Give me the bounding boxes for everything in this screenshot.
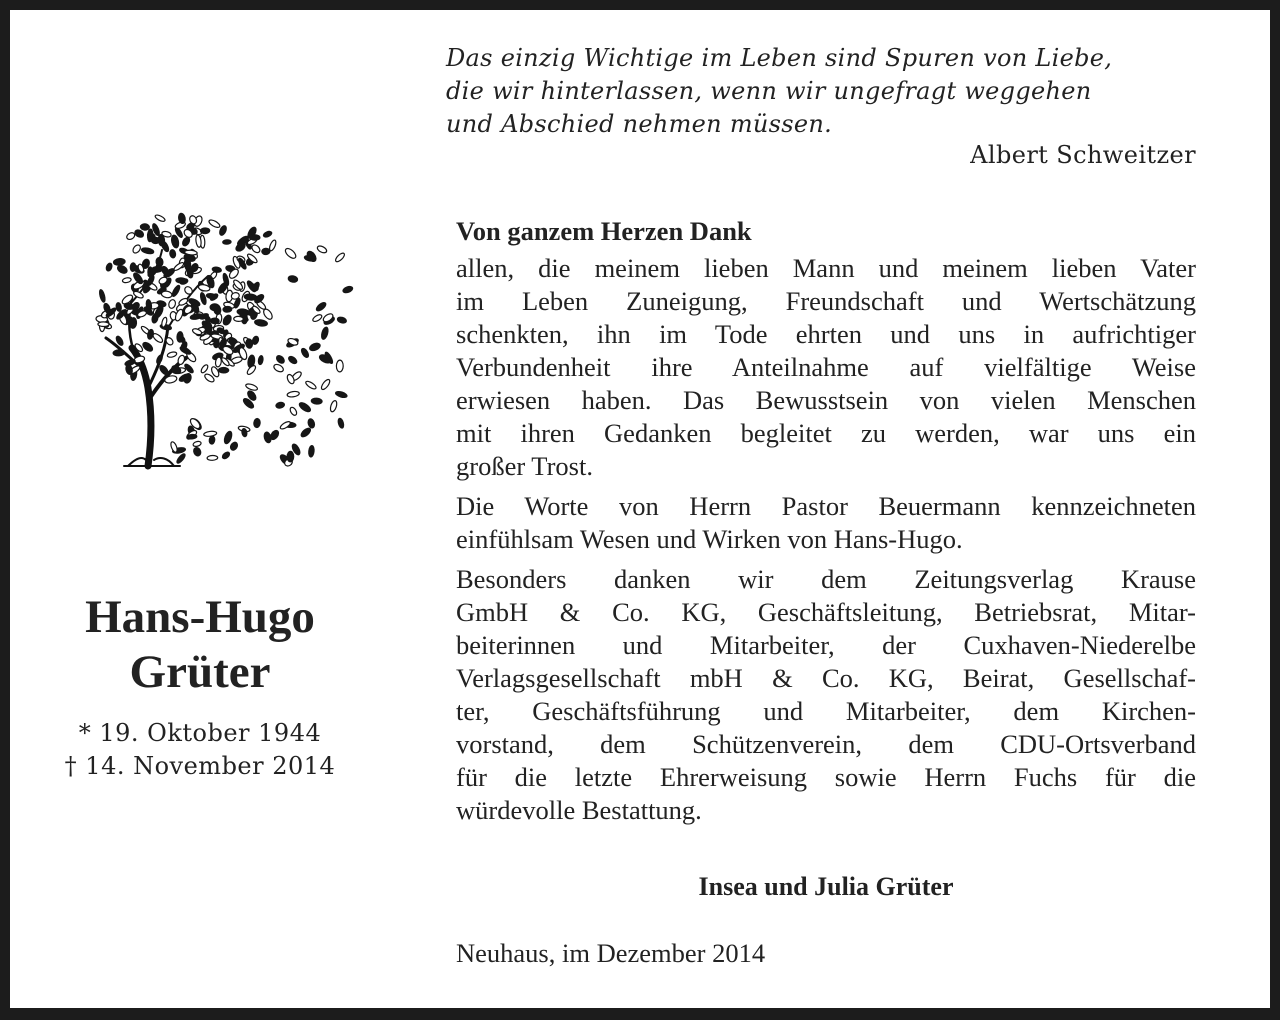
message-heading: Von ganzem Herzen Dank bbox=[456, 216, 752, 246]
message-paragraph bbox=[456, 563, 1196, 827]
deceased-first-name: Hans-Hugo bbox=[85, 591, 315, 643]
message-line: Verbundenheit ihre Anteilnahme auf vielfältige Weise bbox=[456, 352, 1196, 382]
deceased-name bbox=[30, 590, 370, 700]
quote-author: Albert Schweitzer bbox=[970, 141, 1196, 169]
message-line: einfühlsam Wesen und Wirken von Hans-Hugo. bbox=[456, 524, 963, 554]
quote-line: Das einzig Wichtige im Leben sind Spuren von Liebe, bbox=[446, 44, 1113, 72]
death-date: † 14. November 2014 bbox=[64, 752, 336, 780]
message-line: erwiesen haben. Das Bewusstsein von vielen Menschen bbox=[456, 385, 1196, 415]
thank-you-message bbox=[456, 215, 1196, 834]
message-line: beiterinnen und Mitarbeiter, der Cuxhaven-Niederelbe bbox=[456, 630, 1196, 660]
message-line: schenkten, ihn im Tode ehrten und uns in aufrichtiger bbox=[456, 319, 1196, 349]
message-line: allen, die meinem lieben Mann und meinem lieben Vater bbox=[456, 253, 1196, 283]
life-dates bbox=[30, 717, 370, 783]
message-line: ter, Geschäftsführung und Mitarbeiter, dem Kirchen- bbox=[456, 696, 1196, 726]
message-line: Verlagsgesellschaft mbH & Co. KG, Beirat, Gesellschaf- bbox=[456, 663, 1196, 693]
obituary-notice bbox=[10, 10, 1270, 1008]
birth-date: * 19. Oktober 1944 bbox=[78, 719, 322, 747]
message-line: mit ihren Gedanken begleitet zu werden, war uns ein bbox=[456, 418, 1196, 448]
quote-block bbox=[446, 42, 1196, 172]
place-date: Neuhaus, im Dezember 2014 bbox=[456, 938, 766, 968]
deceased-last-name: Grüter bbox=[129, 646, 271, 698]
message-paragraph bbox=[456, 252, 1196, 483]
message-line: im Leben Zuneigung, Freundschaft und Wertschätzung bbox=[456, 286, 1196, 316]
message-line: Die Worte von Herrn Pastor Beuermann kennzeichneten bbox=[456, 491, 1196, 521]
signature: Insea und Julia Grüter bbox=[698, 872, 954, 901]
message-line: würdevolle Bestattung. bbox=[456, 795, 702, 825]
quote-line: und Abschied nehmen müssen. bbox=[446, 110, 833, 138]
message-paragraph bbox=[456, 490, 1196, 556]
message-line: Besonders danken wir dem Zeitungsverlag Krause bbox=[456, 564, 1196, 594]
message-line: GmbH & Co. KG, Geschäftsleitung, Betriebsrat, Mitar- bbox=[456, 597, 1196, 627]
message-line: großer Trost. bbox=[456, 451, 593, 481]
quote-line: die wir hinterlassen, wenn wir ungefragt weggehen bbox=[446, 77, 1092, 105]
message-line: vorstand, dem Schützenverein, dem CDU-Ortsverband bbox=[456, 729, 1196, 759]
tree-with-falling-leaves-icon bbox=[88, 198, 356, 480]
message-line: für die letzte Ehrerweisung sowie Herrn Fuchs für die bbox=[456, 762, 1196, 792]
